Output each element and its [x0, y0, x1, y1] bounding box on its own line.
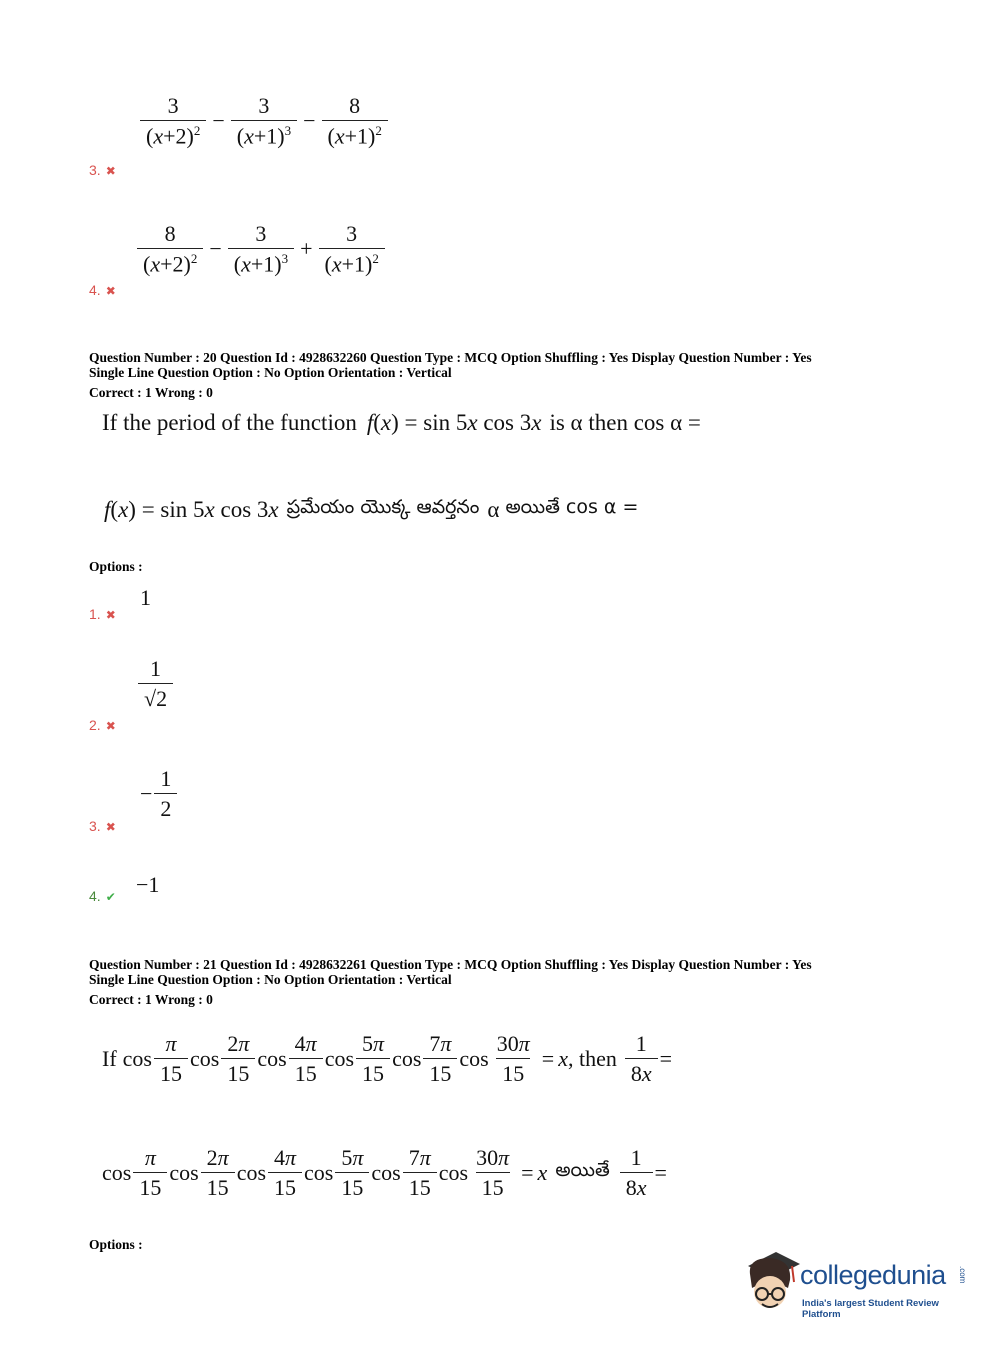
q21-question-en: If cos $\frac{\pi}{15}$ cos $\frac{2\pi}{15}$ cos $\frac{4\pi}{15}$ cos $\frac{5\pi}{15}$ cos $\frac{7\pi}{15}$ cos $\frac{30\pi}{15}$ = x , then $\frac{1}{8x}$ = — [102, 1031, 673, 1087]
option-number: 4. — [89, 282, 101, 298]
logo-tagline: India's largest Student Review Platform — [802, 1298, 939, 1320]
q19-option-3-formula: $\frac{3}{(x+2)^2}$ − $\frac{3}{(x+1)^3}$ − $\frac{8}{(x+1)^2}$ — [138, 94, 390, 148]
q20-option-4-value: −1 — [136, 872, 160, 897]
q21-marks: Correct : 1 Wrong : 0 — [89, 992, 213, 1007]
q20-option-3-label — [89, 818, 116, 836]
q20-option-1-label — [89, 606, 116, 624]
correct-check-icon: ✔ — [105, 890, 116, 904]
wrong-icon: ✖ — [105, 284, 116, 298]
logo-brand: collegedunia — [800, 1260, 946, 1290]
q19-option-4-formula: $\frac{8}{(x+2)^2}$ − $\frac{3}{(x+1)^3}$ + $\frac{3}{(x+1)^2}$ — [135, 222, 387, 276]
q20-question-te-suffix: అయితే cos α = — [505, 496, 639, 518]
q20-option-2-value: $\frac{1}{√2}$ — [136, 657, 175, 710]
wrong-icon: ✖ — [105, 719, 116, 733]
q20-meta — [89, 350, 812, 400]
option-number: 2. — [89, 717, 101, 733]
q20-meta-line1: Question Number : 20 Question Id : 4928632260 Question Type : MCQ Option Shuffling : Yes Display Question Number : Yes — [89, 350, 812, 365]
q20-question-en-prefix: If the period of the function — [102, 410, 357, 435]
q20-question-te: f(x) = sin 5x cos 3x ప్రమేయం యొక్క ఆవర్తనం α అయితే cos α = — [104, 496, 639, 522]
q21-options-label: Options : — [89, 1237, 143, 1252]
q19-option-3-label — [89, 162, 116, 180]
wrong-icon: ✖ — [105, 608, 116, 622]
q20-option-3-value: − $\frac{1}{2}$ — [140, 767, 179, 820]
q21-meta — [89, 957, 812, 1007]
q21-question-te: cos $\frac{\pi}{15}$ cos $\frac{2\pi}{15}$ cos $\frac{4\pi}{15}$ cos $\frac{5\pi}{15}$ cos $\frac{7\pi}{15}$ cos $\frac{30\pi}{15}$ = x అయితే $\frac{1}{8x}$ = — [102, 1145, 667, 1201]
q20-question-te-text: ప్రమేయం యొక్క ఆవర్తనం — [286, 496, 480, 518]
q20-option-2-label — [89, 717, 116, 735]
q20-option-1-value: 1 — [140, 585, 151, 610]
q20-options-label: Options : — [89, 559, 143, 574]
option-number: 3. — [89, 162, 101, 178]
q21-meta-line1: Question Number : 21 Question Id : 4928632261 Question Type : MCQ Option Shuffling : Yes Display Question Number : Yes — [89, 957, 812, 972]
option-number: 1. — [89, 606, 101, 622]
wrong-icon: ✖ — [105, 820, 116, 834]
collegedunia-logo — [740, 1248, 970, 1318]
option-number: 3. — [89, 818, 101, 834]
q20-question-en: If the period of the function f(x) = sin 5x cos 3x is α then cos α = — [102, 410, 701, 435]
logo-dotcom: .com — [958, 1266, 967, 1284]
q19-option-4-label — [89, 282, 116, 300]
option-number: 4. — [89, 888, 101, 904]
q20-meta-line2: Single Line Question Option : No Option Orientation : Vertical — [89, 365, 452, 380]
q21-meta-line2: Single Line Question Option : No Option Orientation : Vertical — [89, 972, 452, 987]
q20-question-en-suffix: is α then cos α = — [549, 410, 701, 435]
q21-question-te-suffix: అయితే — [555, 1159, 610, 1182]
q20-marks: Correct : 1 Wrong : 0 — [89, 385, 213, 400]
q20-question-te-alpha: α — [487, 496, 500, 522]
q20-option-4-label — [89, 888, 116, 906]
mascot-icon — [740, 1248, 802, 1314]
q21-question-en-then: , then — [567, 1045, 617, 1071]
q21-question-en-prefix: If — [102, 1045, 117, 1071]
wrong-icon: ✖ — [105, 164, 116, 178]
